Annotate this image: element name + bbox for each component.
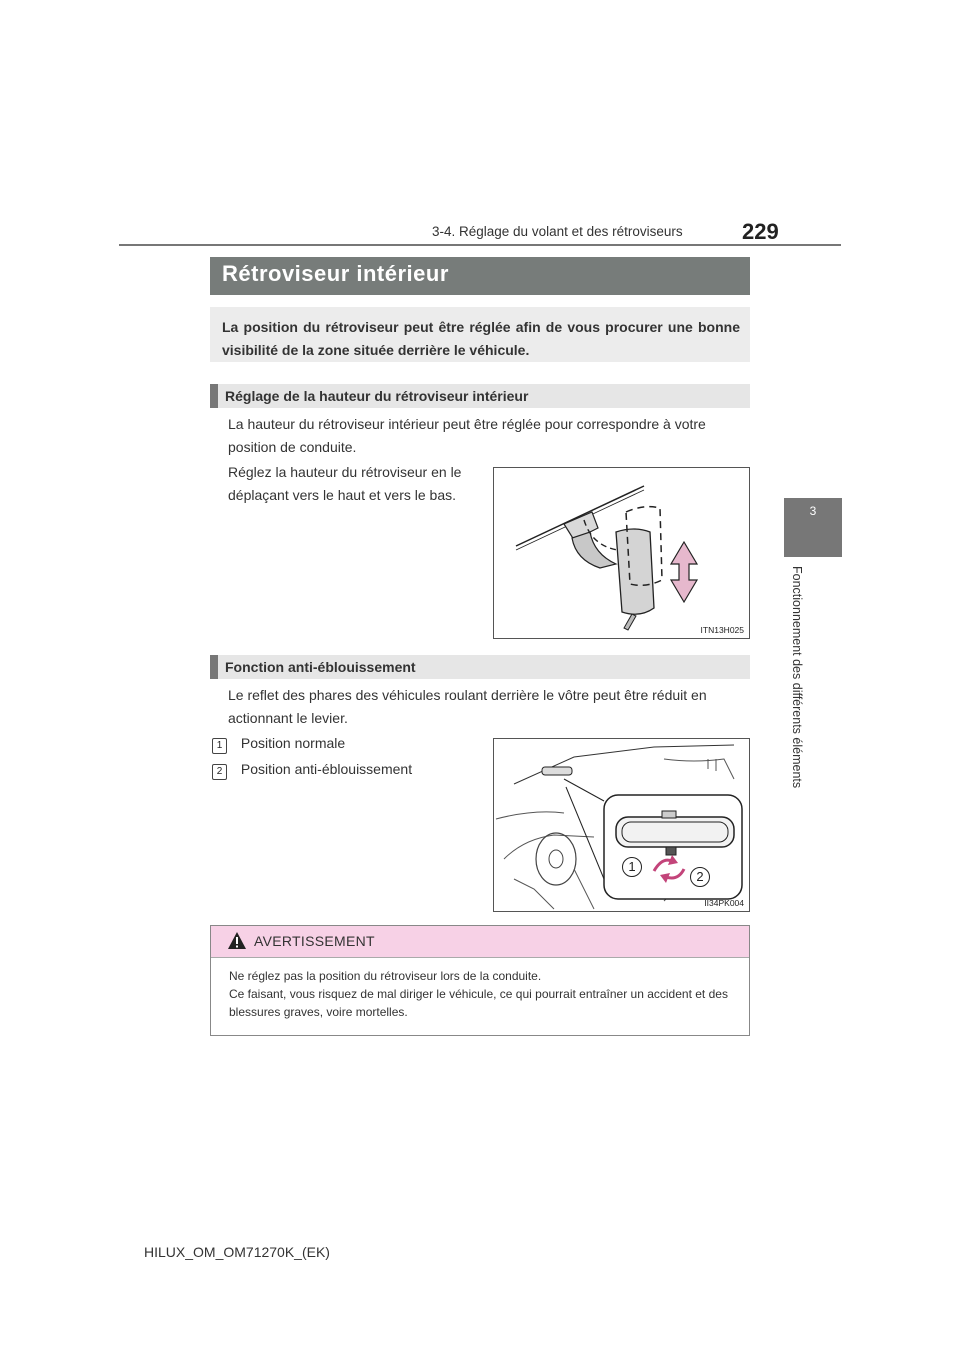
figure-code: ITN13H025 xyxy=(700,625,744,635)
antiglare-illustration xyxy=(494,739,749,911)
page-title: Rétroviseur intérieur xyxy=(222,261,449,286)
callout-1: 1 xyxy=(622,857,642,877)
mirror-height-figure xyxy=(493,467,750,639)
callout-2: 2 xyxy=(690,867,710,887)
height-section-heading-text: Réglage de la hauteur du rétroviseur intérieur xyxy=(225,388,529,404)
footer-code: HILUX_OM_OM71270K_(EK) xyxy=(144,1244,330,1260)
figure-code: II34PK004 xyxy=(704,898,744,908)
mirror-height-illustration xyxy=(494,468,749,638)
chapter-tab-number: 3 xyxy=(809,504,817,518)
warning-title: AVERTISSEMENT xyxy=(254,933,375,949)
warning-icon xyxy=(227,931,247,950)
warning-line-2: Ce faisant, vous risquez de mal diriger le véhicule, ce qui pourrait entraîner un accident et des blessures graves, voire mortelles. xyxy=(229,987,728,1019)
number-badge: 2 xyxy=(212,764,227,780)
antiglare-paragraph: Le reflet des phares des véhicules roulant derrière le vôtre peut être réduit en actionnant le levier. xyxy=(228,687,707,726)
height-instruction: Réglez la hauteur du rétroviseur en le déplaçant vers le haut et vers le bas. xyxy=(228,464,462,503)
page-number: 229 xyxy=(742,219,779,244)
chapter-label: Fonctionnement des différents éléments xyxy=(790,566,804,789)
height-section-heading xyxy=(210,384,750,408)
header-rule xyxy=(119,244,841,246)
antiglare-figure xyxy=(493,738,750,912)
intro-text: La position du rétroviseur peut être réglée afin de vous procurer une bonne visibilité de la zone située derrière le véhicule. xyxy=(222,319,740,358)
list-item-label: Position anti-éblouissement xyxy=(240,761,413,777)
section-header: 3-4. Réglage du volant et des rétroviseurs xyxy=(432,224,683,239)
antiglare-section-heading xyxy=(210,655,750,679)
antiglare-section-heading-text: Fonction anti-éblouissement xyxy=(225,659,416,675)
warning-header xyxy=(211,926,749,958)
list-item xyxy=(212,758,412,781)
number-badge: 1 xyxy=(212,738,227,754)
list-item-label: Position normale xyxy=(240,735,346,751)
height-paragraph: La hauteur du rétroviseur intérieur peut être réglée pour correspondre à votre position de conduite. xyxy=(228,416,706,455)
warning-line-1: Ne réglez pas la position du rétroviseur lors de la conduite. xyxy=(229,969,542,983)
list-item xyxy=(212,732,345,755)
warning-box xyxy=(210,925,750,1036)
warning-body xyxy=(229,967,739,1021)
